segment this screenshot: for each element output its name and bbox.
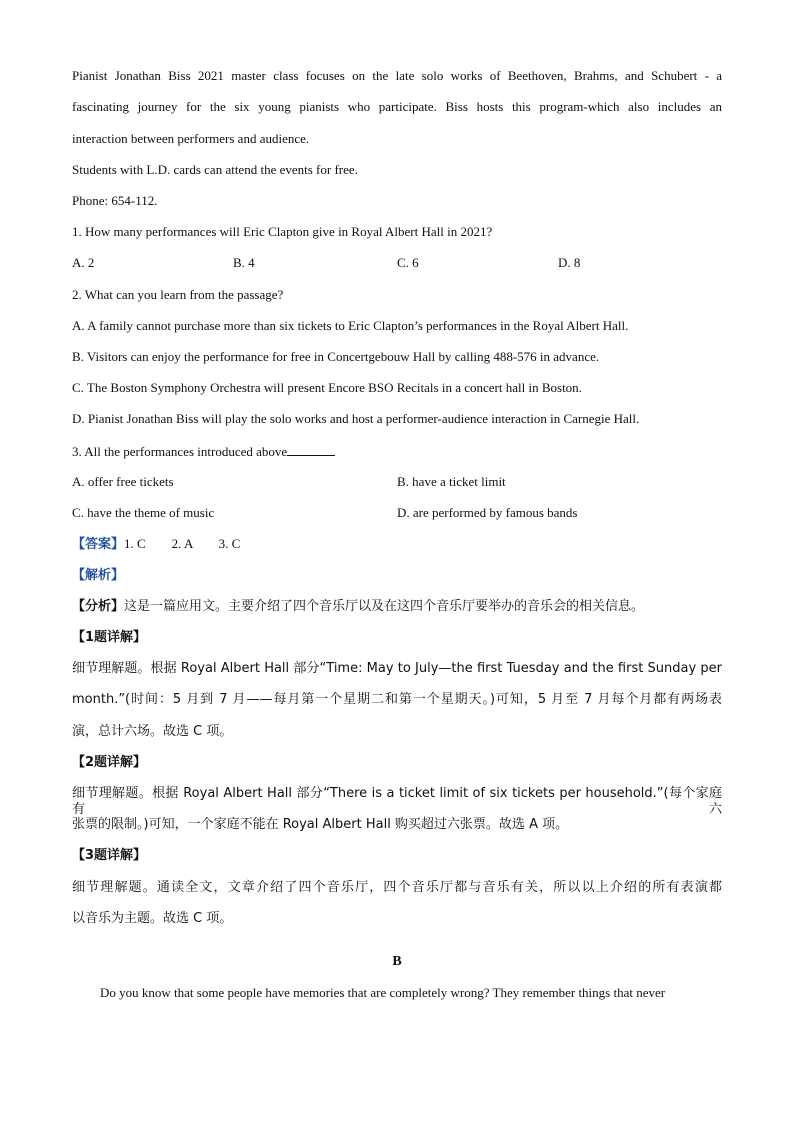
question-3-detail-line-1: 细节理解题。通读全文，文章介绍了四个音乐厅，四个音乐厅都与音乐有关，所以以上介绍的所有表演都: [72, 880, 722, 895]
summary-label: 【分析】: [72, 599, 125, 614]
biss-paragraph-line-2: fascinating journey for the six young pianists who participate. Biss hosts this program-which also includes an: [72, 99, 722, 114]
question-2-detail-label: 【2题详解】: [72, 755, 147, 770]
question-2-stem: 2. What can you learn from the passage?: [72, 287, 284, 302]
question-2-detail-line-2: 张票的限制。)可知，一个家庭不能在 Royal Albert Hall 购买超过六张票。故选 A 项。: [72, 817, 569, 832]
question-2-option-a: A. A family cannot purchase more than six tickets to Eric Clapton’s performances in the Royal Albert Hall.: [72, 318, 629, 333]
analysis-summary: [72, 599, 644, 615]
question-3-option-c: C. have the theme of music: [72, 505, 215, 520]
answer-values: 1. C 2. A 3. C: [124, 536, 241, 551]
question-3-detail-line-2: 以音乐为主题。故选 C 项。: [72, 911, 233, 926]
question-3-stem-text: 3. All the performances introduced above: [72, 444, 288, 459]
section-b-intro: Do you know that some people have memories that are completely wrong? They remember things that never: [100, 985, 666, 1000]
analysis-label: 【解析】: [72, 568, 125, 583]
question-3-stem: [72, 443, 335, 460]
summary-text: 这是一篇应用文。主要介绍了四个音乐厅以及在这四个音乐厅要举办的音乐会的相关信息。: [124, 599, 645, 614]
question-3-option-d: D. are performed by famous bands: [397, 505, 578, 520]
question-1-stem: 1. How many performances will Eric Clapton give in Royal Albert Hall in 2021?: [72, 224, 493, 239]
question-1-option-b: B. 4: [233, 255, 255, 270]
students-note: Students with L.D. cards can attend the events for free.: [72, 162, 358, 177]
question-2-option-b: B. Visitors can enjoy the performance for free in Concertgebouw Hall by calling 488-576 in advance.: [72, 349, 600, 364]
section-b-heading: B: [392, 954, 402, 969]
question-1-option-a: A. 2: [72, 255, 95, 270]
answer-label: 【答案】: [72, 537, 125, 552]
question-1-detail-line-2: month.”(时间：5 月到 7 月——每月第一个星期二和第一个星期天。)可知，5 月至 7 月每个月都有两场表: [72, 692, 722, 707]
question-3-option-b: B. have a ticket limit: [397, 474, 506, 489]
answer-blank: [287, 443, 335, 456]
question-1-detail-line-3: 演，总计六场。故选 C 项。: [72, 724, 233, 739]
answer-line: [72, 536, 240, 553]
question-3-detail-label: 【3题详解】: [72, 848, 147, 863]
question-1-option-c: C. 6: [397, 255, 419, 270]
phone-number: Phone: 654-112.: [72, 193, 158, 208]
question-3-option-a: A. offer free tickets: [72, 474, 174, 489]
question-2-detail-line-1: 细节理解题。根据 Royal Albert Hall 部分“There is a ticket limit of six tickets per household.”(每个家庭有六: [72, 786, 722, 817]
question-1-detail-line-1: 细节理解题。根据 Royal Albert Hall 部分“Time: May to July—the first Tuesday and the first Sunday per: [72, 661, 722, 676]
question-2-option-d: D. Pianist Jonathan Biss will play the solo works and host a performer-audience interaction in Carnegie Hall.: [72, 411, 640, 426]
biss-paragraph-line-1: Pianist Jonathan Biss 2021 master class focuses on the late solo works of Beethoven, Brahms, and Schubert - a: [72, 68, 722, 83]
question-1-option-d: D. 8: [558, 255, 581, 270]
question-2-option-c: C. The Boston Symphony Orchestra will present Encore BSO Recitals in a concert hall in Boston.: [72, 380, 582, 395]
biss-paragraph-line-3: interaction between performers and audience.: [72, 131, 310, 146]
question-1-detail-label: 【1题详解】: [72, 630, 147, 645]
